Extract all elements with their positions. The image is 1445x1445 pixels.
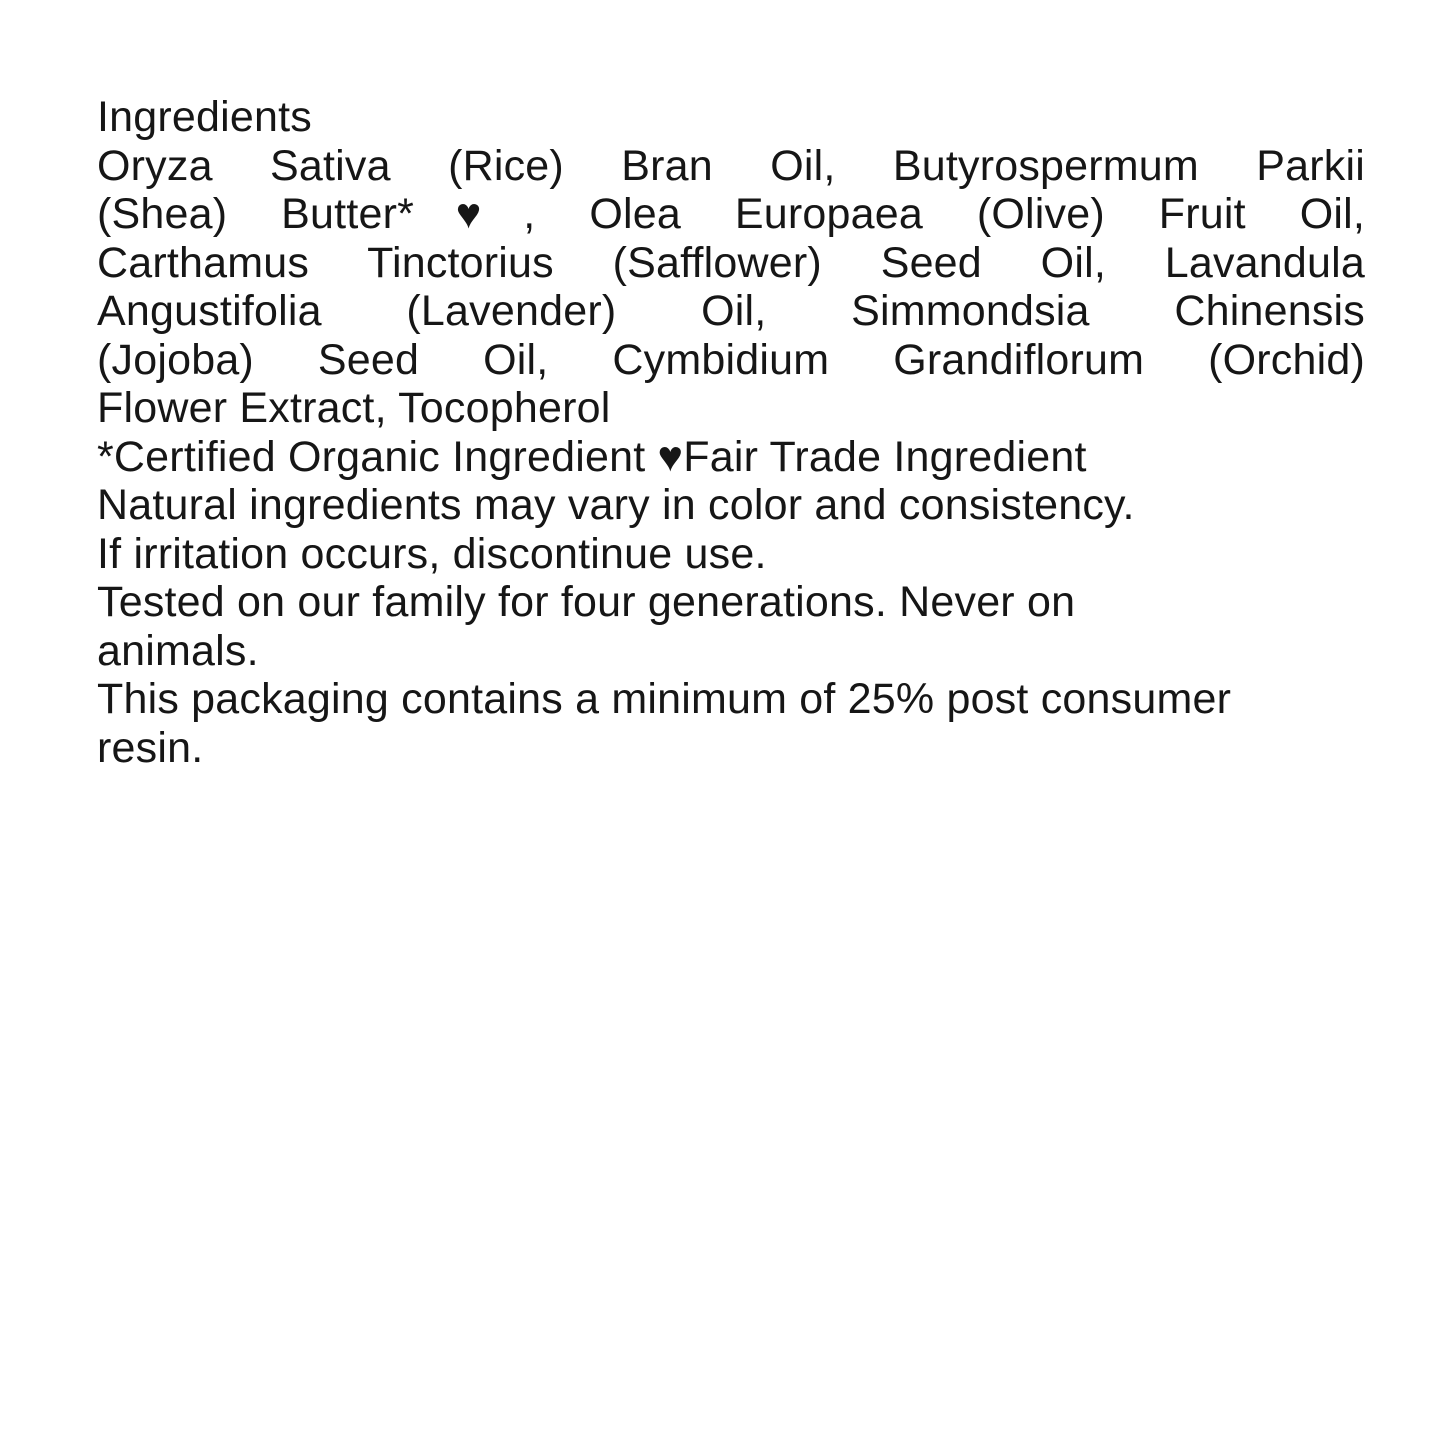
label-line: Flower Extract, Tocopherol <box>97 384 611 432</box>
label-line: If irritation occurs, discontinue use. <box>97 529 767 578</box>
footnote-line: *Certified Organic Ingredient ♥Fair Trade Ingredient <box>97 432 1087 481</box>
label-line: resin. <box>97 723 204 772</box>
label-line: Tested on our family for four generations. Never on <box>97 578 1076 626</box>
label-line: This packaging contains a minimum of 25% post consumer <box>97 675 1232 723</box>
label-line: Oryza Sativa (Rice) Bran Oil, Butyrospermum Parkii <box>97 141 1365 190</box>
ingredient-label-panel <box>97 93 1365 772</box>
label-line: (Shea) Butter*♥, Olea Europaea (Olive) Fruit Oil, <box>97 190 1365 238</box>
label-line: Carthamus Tinctorius (Safflower) Seed Oil, Lavandula <box>97 238 1365 287</box>
ingredients-heading: Ingredients <box>97 93 312 141</box>
label-line: animals. <box>97 626 259 675</box>
label-line: Angustifolia (Lavender) Oil, Simmondsia Chinensis <box>97 287 1365 335</box>
label-line: Natural ingredients may vary in color and consistency. <box>97 481 1135 529</box>
label-line: (Jojoba) Seed Oil, Cymbidium Grandiflorum (Orchid) <box>97 335 1365 384</box>
